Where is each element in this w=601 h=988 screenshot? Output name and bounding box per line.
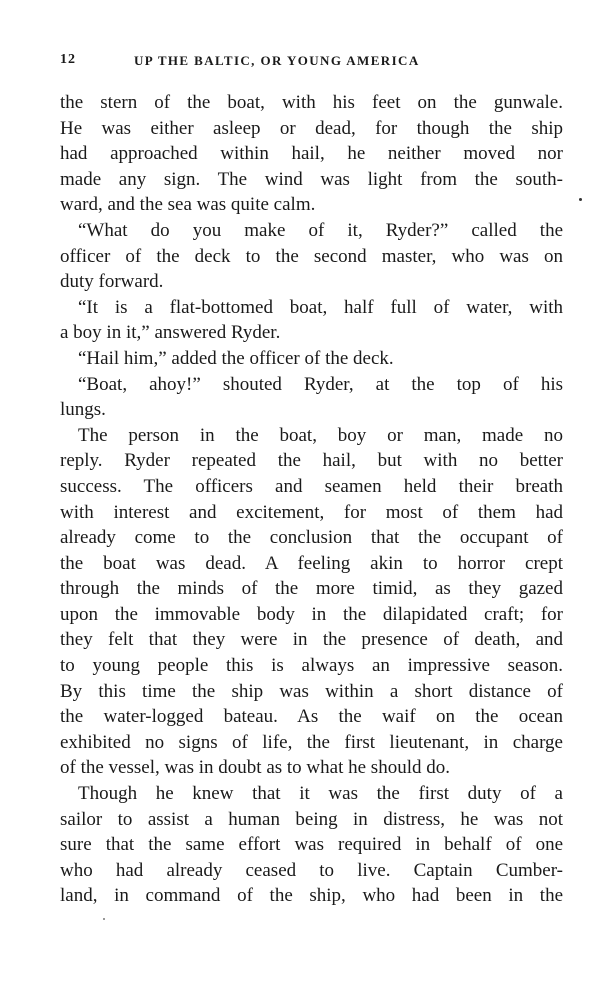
text-line: Though he knew that it was the first duty of a xyxy=(78,783,563,805)
text-line: “What do you make of it, Ryder?” called the xyxy=(78,219,563,241)
text-line: who had already ceased to live. Captain Cumber- xyxy=(60,859,563,881)
text-line: The person in the boat, boy or man, made no xyxy=(78,424,563,446)
text-line: upon the immovable body in the dilapidated craft; for xyxy=(60,603,563,625)
text-line: a boy in it,” answered Ryder. xyxy=(60,322,281,344)
text-line: “Boat, ahoy!” shouted Ryder, at the top of his xyxy=(78,373,563,395)
text-line: “Hail him,” added the officer of the deck. xyxy=(78,347,394,369)
text-line: success. The officers and seamen held their breath xyxy=(60,475,563,497)
running-head xyxy=(60,52,560,72)
text-line: had approached within hail, he neither moved nor xyxy=(60,143,563,165)
text-line: By this time the ship was within a short distance of xyxy=(60,680,563,702)
text-line: they felt that they were in the presence of death, and xyxy=(60,629,563,651)
text-line: land, in command of the ship, who had been in the xyxy=(60,885,563,907)
text-line: with interest and excitement, for most of them had xyxy=(60,501,563,523)
text-line: sailor to assist a human being in distress, he was not xyxy=(60,808,563,830)
page-number: 12 xyxy=(60,52,76,67)
stray-ink-mark xyxy=(579,198,582,201)
text-line: “It is a flat-bottomed boat, half full of water, with xyxy=(78,296,563,318)
text-line: sure that the same effort was required in behalf of one xyxy=(60,834,563,856)
text-line: duty forward. xyxy=(60,271,164,293)
text-line: reply. Ryder repeated the hail, but with no better xyxy=(60,450,563,472)
text-line: already come to the conclusion that the occupant of xyxy=(60,527,563,549)
body-text xyxy=(60,90,563,909)
stray-ink-mark xyxy=(103,918,105,920)
text-line: the boat was dead. A feeling akin to horror crept xyxy=(60,552,563,574)
text-line: through the minds of the more timid, as they gazed xyxy=(60,578,563,600)
text-line: ward, and the sea was quite calm. xyxy=(60,194,316,216)
text-line: He was either asleep or dead, for though the ship xyxy=(60,117,563,139)
text-line: to young people this is always an impressive season. xyxy=(60,655,563,677)
text-line: exhibited no signs of life, the first lieutenant, in charge xyxy=(60,731,563,753)
text-line: made any sign. The wind was light from the south- xyxy=(60,168,563,190)
text-line: of the vessel, was in doubt as to what he should do. xyxy=(60,757,450,779)
text-line: the water-logged bateau. As the waif on the ocean xyxy=(60,706,563,728)
text-line: officer of the deck to the second master, who was on xyxy=(60,245,563,267)
text-line: the stern of the boat, with his feet on the gunwale. xyxy=(60,92,563,113)
running-title: UP THE BALTIC, OR YOUNG AMERICA xyxy=(134,53,420,68)
text-line: lungs. xyxy=(60,399,106,421)
